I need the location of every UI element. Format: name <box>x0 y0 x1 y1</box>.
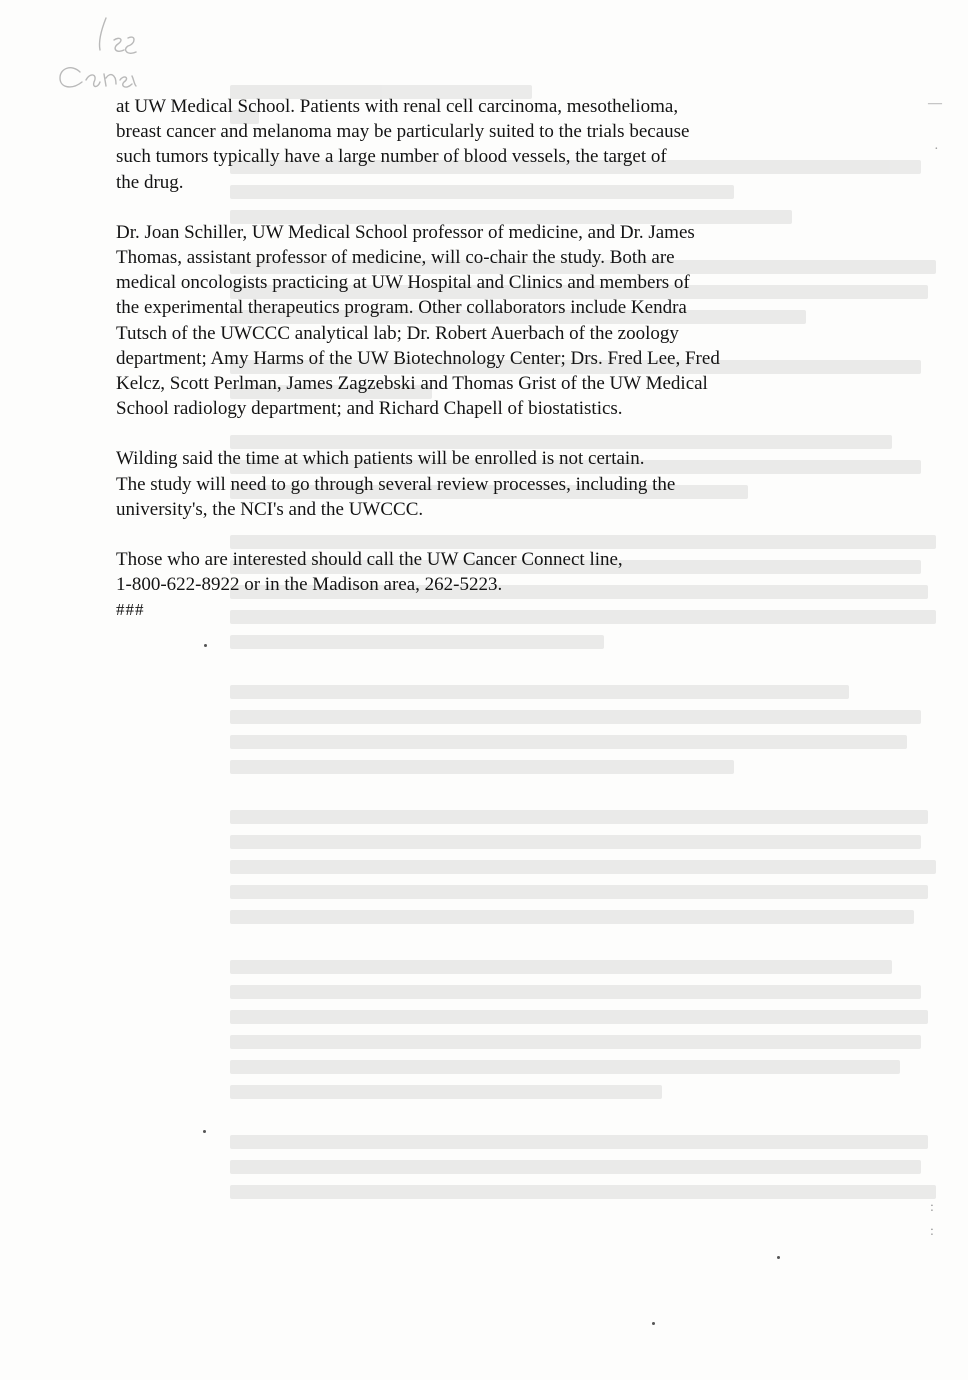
text-line: such tumors typically have a large number of blood vessels, the target of <box>116 146 667 168</box>
text-line: the experimental therapeutics program. Other collaborators include Kendra <box>116 297 687 319</box>
text-line: university's, the NCI's and the UWCCC. <box>116 498 424 520</box>
article-body <box>116 94 816 622</box>
text-line: Dr. Joan Schiller, UW Medical School professor of medicine, and Dr. James <box>116 221 695 243</box>
margin-dash-mark: · <box>934 142 939 157</box>
paragraph-contact-info <box>116 547 816 597</box>
paper-speck <box>204 644 207 647</box>
text-line: Tutsch of the UWCCC analytical lab; Dr. Robert Auerbach of the zoology <box>116 322 679 344</box>
paragraph-enrollment-timing <box>116 446 816 522</box>
paper-speck <box>203 1130 206 1133</box>
margin-dash-mark: — <box>928 96 942 111</box>
text-line: breast cancer and melanoma may be particularly suited to the trials because <box>116 121 690 143</box>
paper-speck <box>777 1256 780 1259</box>
text-line: the drug. <box>116 171 184 193</box>
text-line: medical oncologists practicing at UW Hospital and Clinics and members of <box>116 272 690 294</box>
text-line: at UW Medical School. Patients with renal cell carcinoma, mesothelioma, <box>116 96 679 117</box>
text-line: School radiology department; and Richard Chapell of biostatistics. <box>116 398 623 420</box>
text-line: 1-800-622-8922 or in the Madison area, 262-5223. <box>116 574 503 596</box>
handwritten-note-drawing <box>28 10 138 100</box>
margin-dash-mark: : <box>930 1200 934 1215</box>
handwritten-note <box>28 10 138 100</box>
text-line: Kelcz, Scott Perlman, James Zagzebski and Thomas Grist of the UW Medical <box>116 373 708 395</box>
end-of-release-mark: ### <box>116 600 145 620</box>
text-line: The study will need to go through several review processes, including the <box>116 473 676 495</box>
paragraph-study-chairs <box>116 220 816 422</box>
paper-speck <box>652 1322 655 1325</box>
text-line: Those who are interested should call the UW Cancer Connect line, <box>116 549 623 571</box>
text-line: Thomas, assistant professor of medicine, will co-chair the study. Both are <box>116 247 675 269</box>
text-line: Wilding said the time at which patients will be enrolled is not certain. <box>116 448 645 470</box>
text-line: department; Amy Harms of the UW Biotechnology Center; Drs. Fred Lee, Fred <box>116 347 720 369</box>
margin-dash-mark: : <box>930 1224 934 1239</box>
paragraph-trial-patients <box>116 94 816 195</box>
